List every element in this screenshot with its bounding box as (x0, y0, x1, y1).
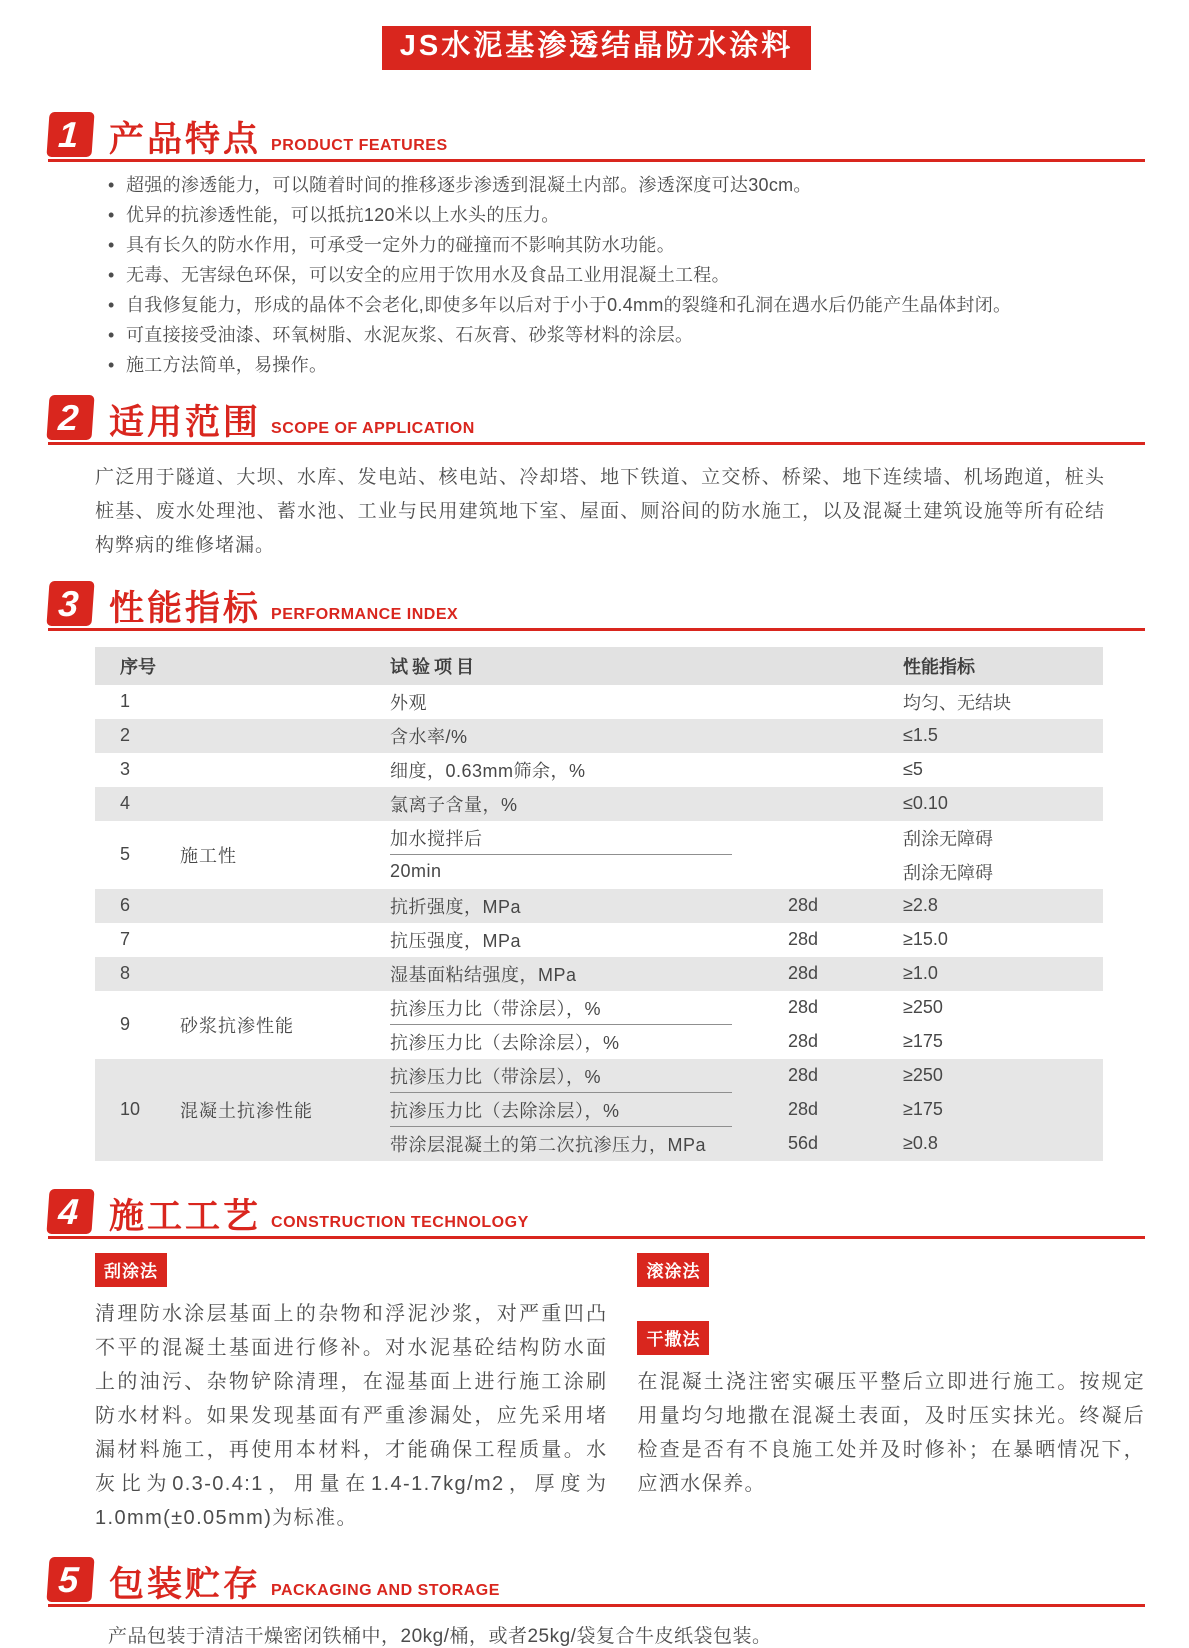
header-subs (390, 647, 1103, 685)
scrape-method-text: 清理防水涂层基面上的杂物和浮泥沙浆，对严重凹凸不平的混凝土基面进行修补。对水泥基砼结构防水面上的油污、杂物铲除清理，在湿基面上进行施工涂刷防水材料。如果发现基面有严重渗漏处，应先采用堵漏材料施工，再使用本材料，才能确保工程质量。水灰比为0.3-0.4:1，用量在1.4-1.7kg/m2，厚度为1.0mm(±0.05mm)为标准。 (95, 1302, 608, 1529)
age-cell (788, 821, 903, 855)
product-title-banner: JS水泥基渗透结晶防水涂料 (382, 26, 811, 70)
section-header-packaging (48, 1557, 1145, 1607)
test-item-cell: 外观 (390, 692, 427, 713)
section-subtitle: PERFORMANCE INDEX (271, 605, 459, 623)
age-cell (788, 685, 903, 719)
age-cell: 28d (788, 1065, 819, 1086)
row-number-cell: 3 (120, 759, 131, 780)
feature-item: • 自我修复能力，形成的晶体不会老化,即使多年以后对于小于0.4mm的裂缝和孔洞在遇水后仍能产生晶体封闭。 (108, 296, 1145, 315)
row-subs (390, 957, 1103, 991)
group-cell: 施工性 (180, 845, 237, 866)
row-number-cell: 7 (120, 929, 131, 950)
table-header-row (95, 647, 1103, 685)
section-title: 产品特点 (109, 119, 262, 159)
table-row (95, 1059, 1103, 1161)
section-header-construction (48, 1189, 1145, 1239)
header-group (180, 647, 390, 685)
index-value-cell: ≥2.8 (903, 895, 938, 916)
age-cell: 28d (788, 997, 819, 1018)
index-value-cell: ≥250 (903, 997, 943, 1018)
index-value-cell: ≤5 (903, 759, 923, 780)
section-number-badge: 5 (46, 1557, 94, 1602)
group-cell (180, 957, 390, 991)
section-title: 施工工艺 (109, 1196, 262, 1236)
index-value-cell: ≤1.5 (903, 725, 938, 746)
age-cell (788, 753, 903, 787)
title-banner-wrap (48, 26, 1145, 70)
row-subs (390, 685, 1103, 719)
section-subtitle: CONSTRUCTION TECHNOLOGY (271, 1213, 529, 1231)
row-number-cell: 5 (120, 844, 131, 865)
table-sub-row (390, 685, 1103, 719)
section-header-product-features (48, 112, 1145, 162)
age-cell: 28d (788, 1099, 819, 1120)
performance-table (95, 647, 1103, 1161)
method-label-roll: 滚涂法 (637, 1253, 709, 1287)
table-sub-row (390, 787, 1103, 821)
row-subs (390, 719, 1103, 753)
section-title: 性能指标 (109, 588, 262, 628)
table-sub-row (390, 719, 1103, 753)
age-cell: 56d (788, 1133, 819, 1154)
group-cell: 混凝土抗渗性能 (180, 1100, 313, 1121)
test-item-cell: 加水搅拌后 (390, 821, 788, 855)
spacer (637, 1287, 1145, 1321)
section-header-performance (48, 581, 1145, 631)
index-value-cell: 刮涂无障碍 (903, 828, 993, 849)
row-subs (390, 991, 1103, 1059)
section-subtitle: PACKAGING AND STORAGE (271, 1581, 500, 1599)
table-sub-row (390, 1025, 1103, 1059)
table-sub-row (390, 855, 1103, 889)
test-item-cell: 试验项目 (390, 656, 478, 677)
test-item-cell: 抗渗压力比（带涂层），% (390, 991, 788, 1025)
group-cell (180, 889, 390, 923)
age-cell: 28d (788, 963, 819, 984)
feature-item: • 可直接接受油漆、环氧树脂、水泥灰浆、石灰膏、砂浆等材料的涂层。 (108, 326, 1145, 345)
index-value-cell: ≤0.10 (903, 793, 948, 814)
scope-paragraph: 广泛用于隧道、大坝、水库、发电站、核电站、冷却塔、地下铁道、立交桥、桥梁、地下连续墙、机场跑道，桩头桩基、废水处理池、蓄水池、工业与民用建筑地下室、屋面、厕浴间的防水施工，以及混凝土建筑设施等所有砼结构弊病的维修堵漏。 (95, 466, 1105, 556)
table-row (95, 719, 1103, 753)
row-number-cell: 8 (120, 963, 131, 984)
table-sub-row (390, 889, 1103, 923)
row-number-cell: 6 (120, 895, 131, 916)
index-value-cell: ≥175 (903, 1031, 943, 1052)
index-value-cell: 刮涂无障碍 (903, 862, 993, 883)
row-subs (390, 889, 1103, 923)
row-number-cell: 9 (120, 1014, 131, 1035)
table-row (95, 889, 1103, 923)
section-number-badge: 3 (46, 581, 94, 626)
table-sub-row (390, 991, 1103, 1025)
test-item-cell: 细度，0.63mm筛余，% (390, 760, 586, 781)
test-item-cell: 氯离子含量，% (390, 794, 518, 815)
test-item-cell: 20min (390, 861, 442, 882)
row-subs (390, 1059, 1103, 1161)
section-title: 适用范围 (109, 402, 262, 442)
test-item-cell: 抗渗压力比（去除涂层），% (390, 1032, 620, 1053)
row-number-cell: 2 (120, 725, 131, 746)
test-item-cell: 湿基面粘结强度，MPa (390, 964, 577, 985)
section-subtitle: SCOPE OF APPLICATION (271, 419, 475, 437)
table-row (95, 787, 1103, 821)
table-row (95, 753, 1103, 787)
age-cell (788, 855, 903, 889)
table-row (95, 923, 1103, 957)
method-label-dry: 干撒法 (637, 1321, 709, 1355)
test-item-cell: 抗折强度，MPa (390, 896, 522, 917)
section-number-badge: 1 (46, 112, 94, 157)
feature-item: • 施工方法简单，易操作。 (108, 356, 1145, 375)
test-item-cell: 含水率/% (390, 726, 468, 747)
table-sub-row (390, 753, 1103, 787)
row-subs (390, 923, 1103, 957)
index-value-cell: ≥1.0 (903, 963, 938, 984)
index-value-cell: 性能指标 (903, 656, 975, 677)
index-value-cell: ≥250 (903, 1065, 943, 1086)
header-no: 序号 (120, 656, 156, 677)
index-value-cell: ≥175 (903, 1099, 943, 1120)
group-cell (180, 923, 390, 957)
group-cell: 砂浆抗渗性能 (180, 1015, 294, 1036)
age-cell (788, 787, 903, 821)
test-item-cell: 抗压强度，MPa (390, 930, 522, 951)
age-cell: 28d (788, 895, 819, 916)
test-item-cell: 抗渗压力比（去除涂层），% (390, 1093, 788, 1127)
group-cell (180, 719, 390, 753)
table-row (95, 991, 1103, 1059)
section-number-badge: 2 (46, 395, 94, 440)
row-number-cell: 1 (120, 691, 131, 712)
table-row (95, 957, 1103, 991)
section-title: 包装贮存 (109, 1564, 262, 1604)
age-cell: 28d (788, 1031, 819, 1052)
table-sub-row (390, 647, 1103, 685)
group-cell (180, 787, 390, 821)
row-subs (390, 787, 1103, 821)
row-number-cell: 10 (120, 1099, 141, 1120)
table-sub-row (390, 1127, 1103, 1161)
feature-item: • 优异的抗渗透性能，可以抵抗120米以上水头的压力。 (108, 206, 1145, 225)
group-cell (180, 685, 390, 719)
dry-method-text: 在混凝土浇注密实碾压平整后立即进行施工。按规定用量均匀地撒在混凝土表面，及时压实抹光。终凝后检查是否有不良施工处并及时修补；在暴晒情况下，应洒水保养。 (637, 1370, 1145, 1495)
index-value-cell: ≥15.0 (903, 929, 948, 950)
construction-section (95, 1253, 1145, 1535)
group-cell (180, 753, 390, 787)
table-sub-row (390, 821, 1103, 855)
table-sub-row (390, 957, 1103, 991)
packaging-paragraph: 产品包装于清洁干燥密闭铁桶中，20kg/桶，或者25kg/袋复合牛皮纸袋包装。 (108, 1625, 772, 1647)
scrape-method-column (95, 1253, 607, 1535)
feature-item: • 无毒、无害绿色环保，可以安全的应用于饮用水及食品工业用混凝土工程。 (108, 266, 1145, 285)
table-sub-row (390, 1093, 1103, 1127)
index-value-cell: 均匀、无结块 (903, 692, 1011, 713)
age-cell (788, 647, 903, 685)
section-number-badge: 4 (46, 1189, 94, 1234)
feature-item: • 超强的渗透能力，可以随着时间的推移逐步渗透到混凝土内部。渗透深度可达30cm。 (108, 176, 1145, 195)
method-label-scrape: 刮涂法 (95, 1253, 167, 1287)
row-subs (390, 753, 1103, 787)
test-item-cell: 带涂层混凝土的第二次抗渗压力，MPa (390, 1134, 707, 1155)
table-sub-row (390, 923, 1103, 957)
roll-dry-method-column (637, 1253, 1145, 1535)
feature-list (108, 176, 1145, 375)
section-subtitle: PRODUCT FEATURES (271, 136, 448, 154)
row-subs (390, 821, 1103, 889)
table-sub-row (390, 1059, 1103, 1093)
table-row (95, 821, 1103, 889)
age-cell (788, 719, 903, 753)
index-value-cell: ≥0.8 (903, 1133, 938, 1154)
table-row (95, 685, 1103, 719)
test-item-cell: 抗渗压力比（带涂层），% (390, 1059, 788, 1093)
row-number-cell: 4 (120, 793, 131, 814)
feature-item: • 具有长久的防水作用，可承受一定外力的碰撞而不影响其防水功能。 (108, 236, 1145, 255)
section-header-scope (48, 395, 1145, 445)
age-cell: 28d (788, 929, 819, 950)
